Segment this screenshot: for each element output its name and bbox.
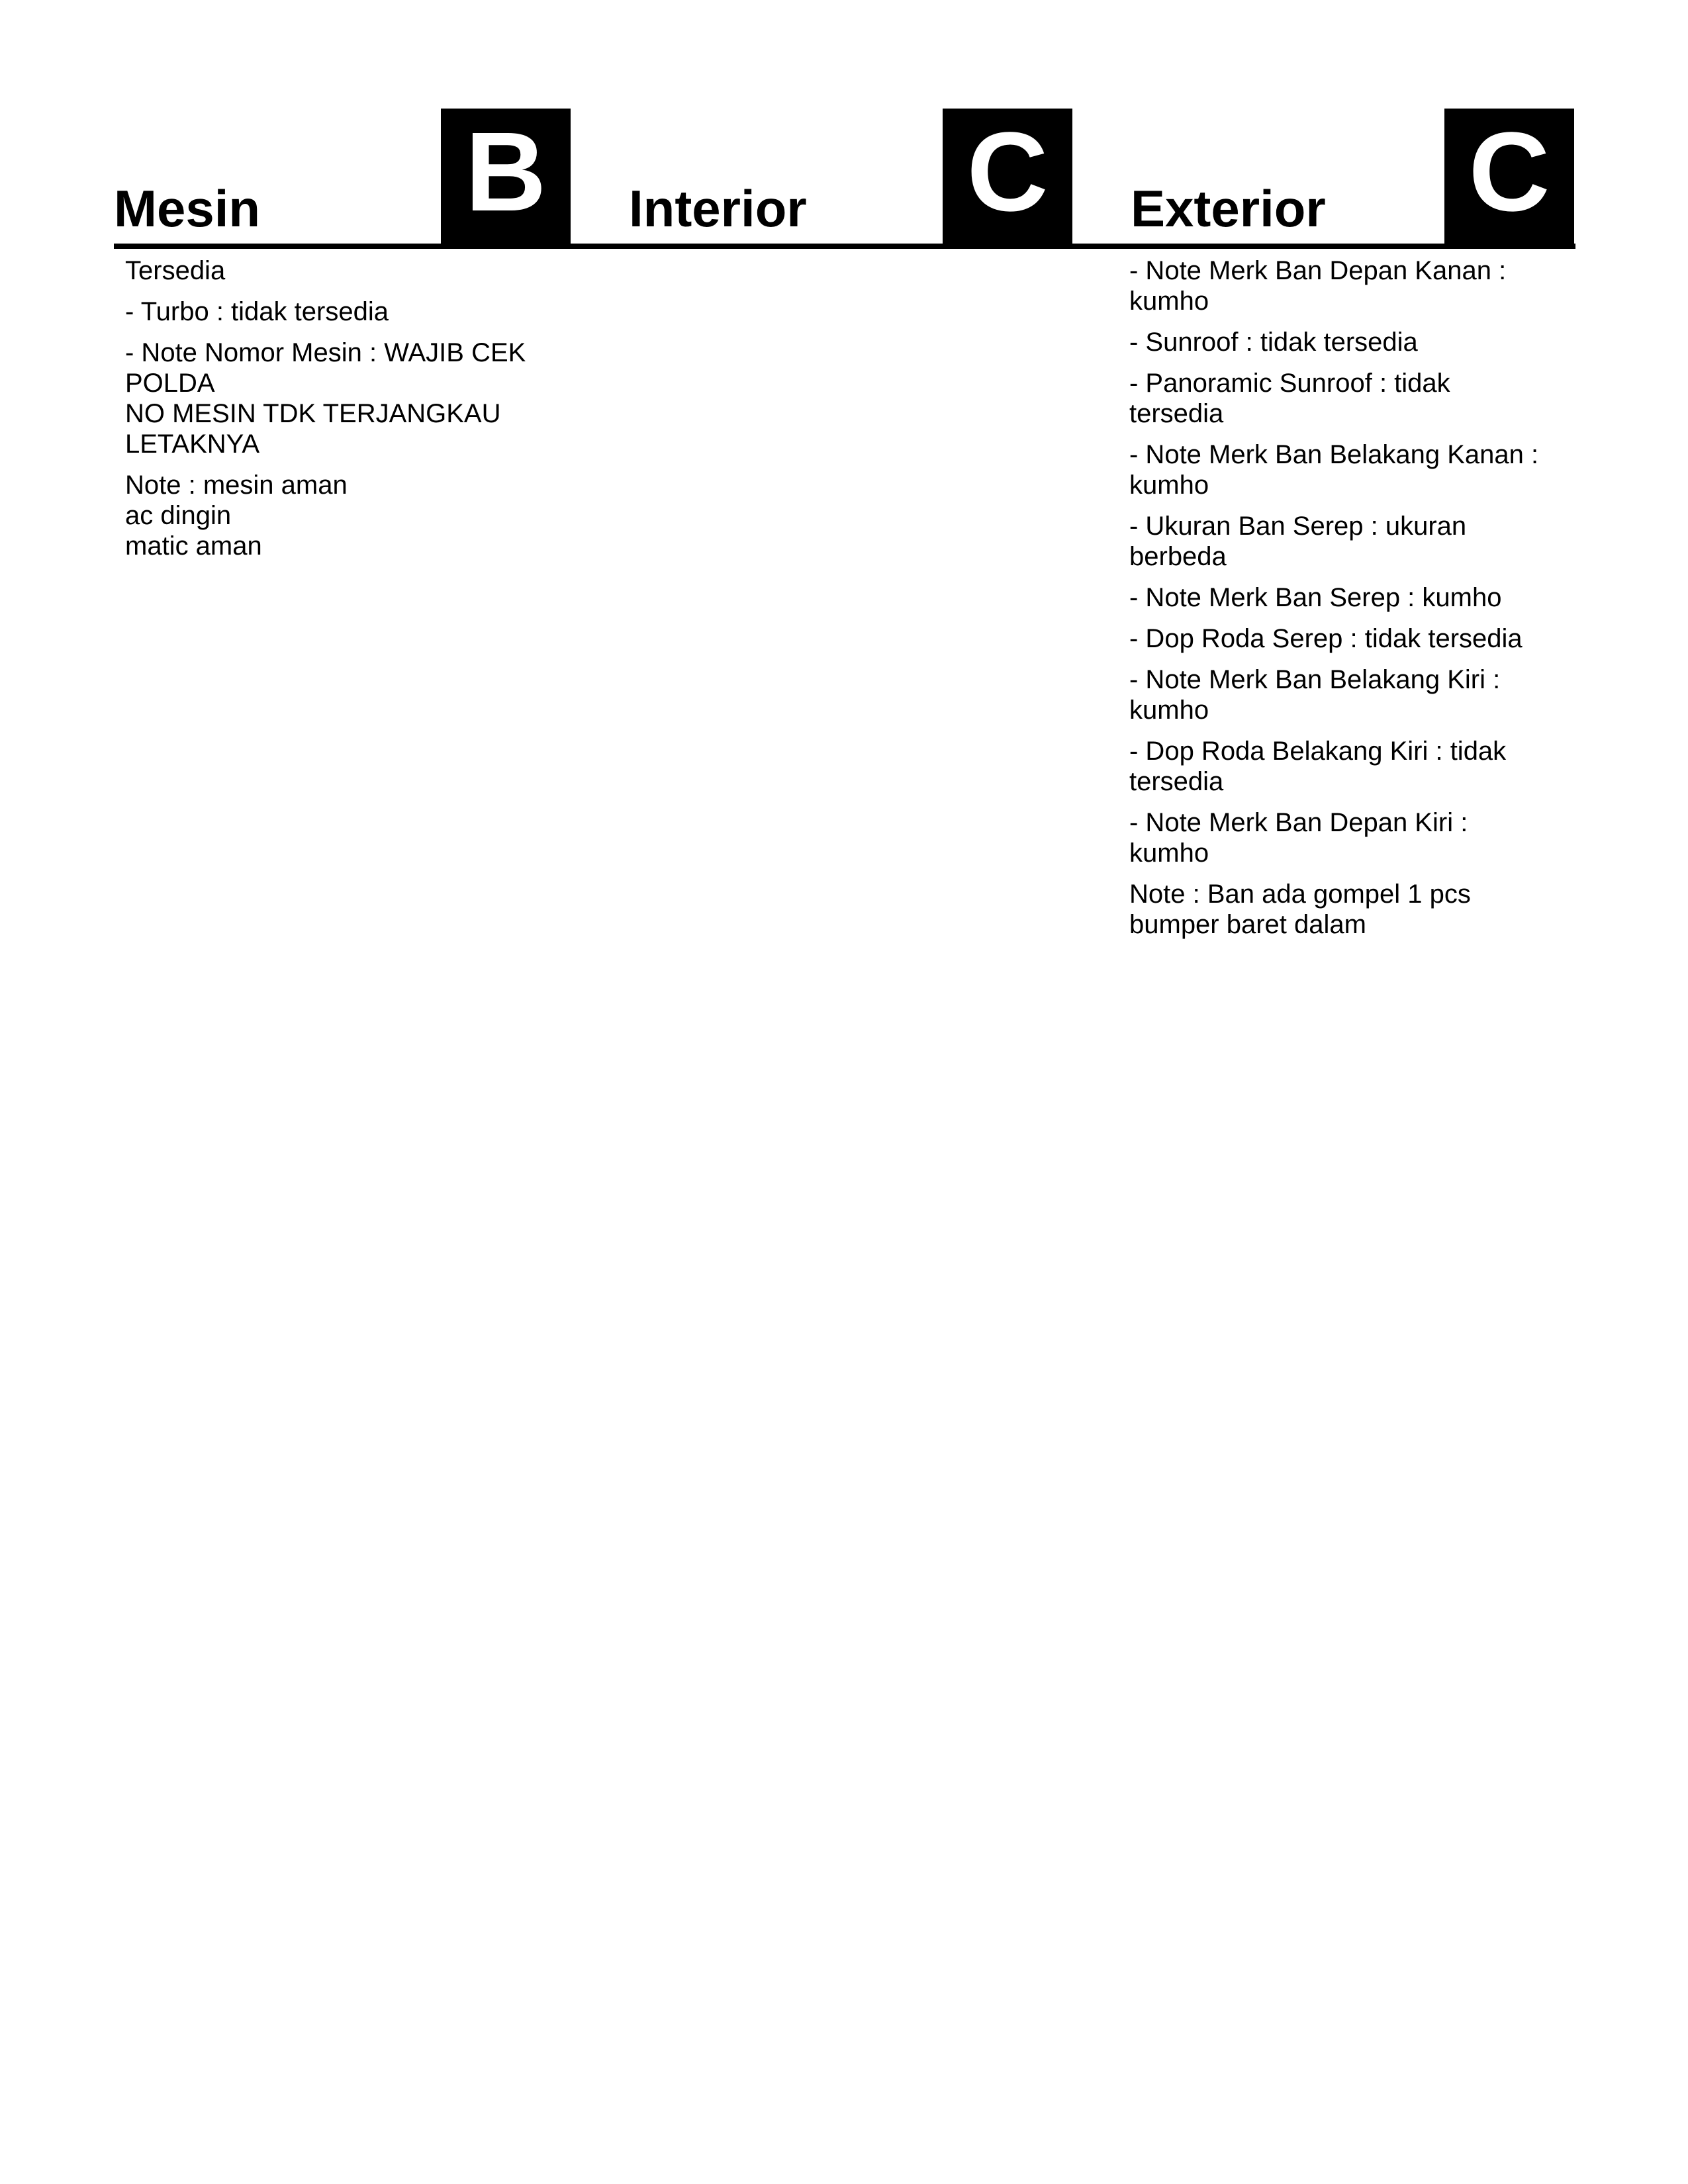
section-title: Mesin — [114, 179, 261, 238]
notes-column-mesin — [125, 255, 562, 572]
note-item: - Note Merk Ban Depan Kiri : kumho — [1129, 808, 1468, 868]
note-item: - Dop Roda Serep : tidak tersedia — [1129, 624, 1523, 653]
note-item: - Note Merk Ban Belakang Kanan : kumho — [1129, 440, 1539, 500]
section-title: Interior — [629, 179, 807, 238]
section-header-interior — [616, 109, 1072, 249]
section-title: Exterior — [1131, 179, 1326, 238]
note-item: - Sunroof : tidak tersedia — [1129, 328, 1418, 357]
grade-badge — [441, 109, 571, 244]
section-header-mesin — [114, 109, 571, 249]
note-item: Tersedia — [125, 256, 226, 285]
note-item: - Note Merk Ban Serep : kumho — [1129, 583, 1502, 612]
grade-letter: C — [966, 109, 1049, 235]
note-item: - Note Merk Ban Depan Kanan : kumho — [1129, 256, 1507, 316]
note-item: - Panoramic Sunroof : tidak tersedia — [1129, 369, 1450, 428]
note-item: - Ukuran Ban Serep : ukuran berbeda — [1129, 512, 1467, 571]
section-headers — [114, 109, 1574, 254]
note-item: Note : Ban ada gompel 1 pcs bumper baret dalam — [1129, 880, 1471, 939]
grade-letter: B — [465, 109, 547, 235]
note-item: - Dop Roda Belakang Kiri : tidak tersedia — [1129, 737, 1507, 796]
note-item: - Note Nomor Mesin : WAJIB CEK POLDA NO MESIN TDK TERJANGKAU LETAKNYA — [125, 338, 526, 459]
grade-badge — [943, 109, 1072, 244]
note-item: - Turbo : tidak tersedia — [125, 297, 389, 326]
note-item: Note : mesin aman ac dingin matic aman — [125, 471, 348, 561]
grade-letter: C — [1468, 109, 1550, 235]
section-header-exterior — [1117, 109, 1574, 249]
header-divider — [114, 244, 1575, 249]
note-item: - Note Merk Ban Belakang Kiri : kumho — [1129, 665, 1501, 725]
notes-column-exterior — [1129, 255, 1566, 950]
grade-badge — [1444, 109, 1574, 244]
